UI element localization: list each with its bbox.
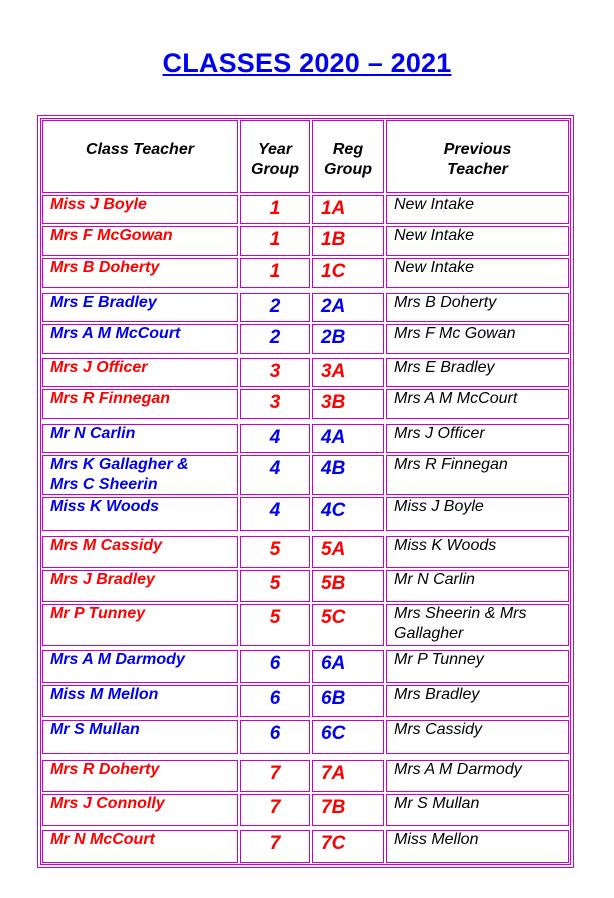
class-teacher: Mrs A M Darmody bbox=[50, 651, 185, 668]
year-group: 5 bbox=[269, 573, 281, 594]
class-teacher: Mrs B Doherty bbox=[50, 259, 160, 276]
previous-teacher-line-2: Gallagher bbox=[394, 625, 464, 642]
reg-group: 3B bbox=[321, 392, 346, 413]
year-group: 6 bbox=[269, 688, 281, 709]
class-teacher: Mr N Carlin bbox=[50, 425, 136, 442]
class-teacher: Mrs M Cassidy bbox=[50, 537, 163, 554]
year-group: 3 bbox=[269, 392, 281, 413]
year-group: 1 bbox=[269, 229, 281, 250]
year-group: 7 bbox=[269, 763, 281, 784]
reg-group: 7B bbox=[321, 797, 346, 818]
header-year-line-1: Year bbox=[257, 141, 293, 158]
header-reg-line-1: Reg bbox=[332, 141, 364, 158]
header-reg-line-2: Group bbox=[324, 161, 372, 178]
previous-teacher: Mrs Sheerin & Mrs bbox=[394, 605, 527, 622]
previous-teacher: Mr S Mullan bbox=[394, 795, 480, 812]
class-teacher: Mrs J Officer bbox=[50, 359, 148, 376]
reg-group: 1A bbox=[321, 198, 346, 219]
previous-teacher: Mrs Bradley bbox=[394, 686, 480, 703]
class-teacher: Miss J Boyle bbox=[50, 196, 147, 213]
previous-teacher: Mrs J Officer bbox=[394, 425, 485, 442]
class-teacher: Mrs K Gallagher & bbox=[50, 456, 189, 473]
year-group: 4 bbox=[269, 458, 281, 479]
reg-group: 6C bbox=[321, 723, 346, 744]
reg-group: 4B bbox=[321, 458, 346, 479]
previous-teacher: Mrs E Bradley bbox=[394, 359, 495, 376]
previous-teacher: New Intake bbox=[394, 259, 475, 276]
previous-teacher: Mrs A M McCourt bbox=[394, 390, 518, 407]
class-teacher: Miss K Woods bbox=[50, 498, 160, 515]
class-teacher: Mrs R Doherty bbox=[50, 761, 160, 778]
reg-group: 3A bbox=[321, 361, 346, 382]
class-teacher: Mrs A M McCourt bbox=[50, 325, 181, 342]
class-teacher: Mrs J Bradley bbox=[50, 571, 155, 588]
previous-teacher: Mrs A M Darmody bbox=[394, 761, 522, 778]
class-teacher: Mr P Tunney bbox=[50, 605, 146, 622]
year-group: 6 bbox=[269, 723, 281, 744]
year-group: 4 bbox=[269, 427, 281, 448]
reg-group: 4A bbox=[321, 427, 346, 448]
class-teacher: Mr N McCourt bbox=[50, 831, 155, 848]
year-group: 2 bbox=[269, 296, 281, 317]
header-class-teacher: Class Teacher bbox=[86, 141, 194, 158]
previous-teacher: Mrs F Mc Gowan bbox=[394, 325, 516, 342]
reg-group: 2A bbox=[321, 296, 346, 317]
previous-teacher: Mrs Cassidy bbox=[394, 721, 483, 738]
reg-group: 4C bbox=[321, 500, 346, 521]
class-teacher: Miss M Mellon bbox=[50, 686, 159, 703]
header-year-line-2: Group bbox=[251, 161, 299, 178]
year-group: 5 bbox=[269, 539, 281, 560]
reg-group: 1B bbox=[321, 229, 346, 250]
class-teacher: Mrs J Connolly bbox=[50, 795, 165, 812]
year-group: 4 bbox=[269, 500, 281, 521]
reg-group: 7C bbox=[321, 833, 346, 854]
previous-teacher: Mrs R Finnegan bbox=[394, 456, 508, 473]
header-previous-line-1: Previous bbox=[443, 141, 512, 158]
reg-group: 5A bbox=[321, 539, 346, 560]
previous-teacher: New Intake bbox=[394, 196, 475, 213]
previous-teacher: Miss Mellon bbox=[394, 831, 479, 848]
reg-group: 6A bbox=[321, 653, 346, 674]
previous-teacher: New Intake bbox=[394, 227, 475, 244]
reg-group: 2B bbox=[321, 327, 346, 348]
reg-group: 6B bbox=[321, 688, 346, 709]
year-group: 1 bbox=[269, 198, 281, 219]
previous-teacher: Mrs B Doherty bbox=[394, 294, 497, 311]
previous-teacher: Mr P Tunney bbox=[394, 651, 484, 668]
year-group: 1 bbox=[269, 261, 281, 282]
year-group: 2 bbox=[269, 327, 281, 348]
previous-teacher: Miss K Woods bbox=[394, 537, 497, 554]
page-title: CLASSES 2020 – 2021 bbox=[162, 48, 452, 78]
reg-group: 5B bbox=[321, 573, 346, 594]
year-group: 6 bbox=[269, 653, 281, 674]
reg-group: 1C bbox=[321, 261, 346, 282]
header-previous-line-2: Teacher bbox=[447, 161, 508, 178]
year-group: 7 bbox=[269, 797, 281, 818]
class-teacher-line-2: Mrs C Sheerin bbox=[50, 476, 158, 493]
class-teacher: Mr S Mullan bbox=[50, 721, 140, 738]
previous-teacher: Miss J Boyle bbox=[394, 498, 484, 515]
year-group: 3 bbox=[269, 361, 281, 382]
class-teacher: Mrs R Finnegan bbox=[50, 390, 171, 407]
reg-group: 7A bbox=[321, 763, 346, 784]
class-teacher: Mrs F McGowan bbox=[50, 227, 173, 244]
year-group: 5 bbox=[269, 607, 281, 628]
reg-group: 5C bbox=[321, 607, 346, 628]
class-teacher: Mrs E Bradley bbox=[50, 294, 157, 311]
year-group: 7 bbox=[269, 833, 281, 854]
previous-teacher: Mr N Carlin bbox=[394, 571, 475, 588]
